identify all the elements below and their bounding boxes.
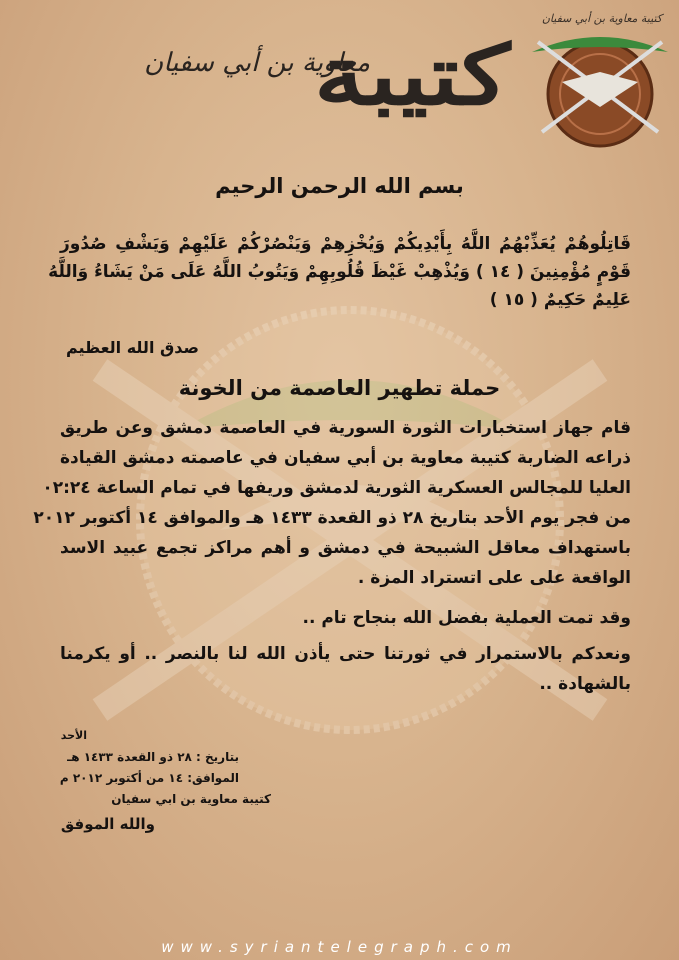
eagle-swords-icon xyxy=(522,12,674,152)
logo-tag: كتيبة معاوية بن أبي سفيان xyxy=(541,12,662,25)
footer-website: www.syriantelegraph.com xyxy=(161,938,518,956)
body-line: قام جهاز استخبارات الثورة السورية في العاصمة دمشق وعن طريق xyxy=(60,418,631,438)
brigade-calligraphy-logo xyxy=(20,10,520,150)
verse-line: عَلِيمٌ حَكِيمٌ ( ١٥ ) xyxy=(489,290,631,310)
signature-date-hijri: بتاريخ : ٢٨ ذو القعدة ١٤٣٣ هـ xyxy=(67,750,239,764)
signature-date-gregorian: الموافق: ١٤ من أكتوبر ٢٠١٢ م xyxy=(59,771,239,785)
verse-line: قَاتِلُوهُمْ يُعَذِّبْهُمُ اللَّهُ بِأَيْدِيكُمْ وَيُخْزِهِمْ وَيَنْصُرْكُمْ عَلَيْهِمْ وَيَشْفِ صُدُورَ xyxy=(60,234,631,254)
body-line: بالشهادة .. xyxy=(539,674,631,694)
basmala: بسم الله الرحمن الرحيم xyxy=(215,174,464,198)
signature-day: الأحد xyxy=(60,729,87,742)
signature-closing: والله الموفق xyxy=(60,815,155,833)
body-line: باستهداف معاقل الشبيحة في دمشق و أهم مراكز تجمع عبيد الاسد xyxy=(60,538,631,558)
body-line: العليا للمجالس العسكرية الثورية لدمشق وريفها في تمام الساعة ٠٢:٢٤ xyxy=(42,478,631,498)
body-line: ونعدكم بالاستمرار في ثورتنا حتى يأذن الله لنا بالنصر .. أو يكرمنا xyxy=(60,644,631,664)
calligraphy-main: كتيبة xyxy=(313,28,510,124)
watermark-emblem xyxy=(33,290,640,770)
sadaqa: صدق الله العظيم xyxy=(65,338,199,357)
body-line: ذراعه الضاربة كتيبة معاوية بن أبي سفيان في عاصمته دمشق القيادة xyxy=(60,448,631,468)
calligraphy-name: معاوية بن أبي سفيان xyxy=(144,48,370,78)
body-line: الواقعة على على اتستراد المزة . xyxy=(357,568,631,588)
signature-brigade: كتيبة معاوية بن ابي سفيان xyxy=(111,792,271,806)
campaign-heading: حملة تطهير العاصمة من الخونة xyxy=(178,376,501,400)
verse-line: قَوْمٍ مُؤْمِنِينَ ( ١٤ ) وَيُذْهِبْ غَيْظَ قُلُوبِهِمْ وَيَتُوبُ اللَّهُ عَلَى مَنْ يَشَاءُ وَاللَّهُ xyxy=(48,262,631,282)
brigade-emblem-logo xyxy=(522,12,674,152)
body-line: وقد تمت العملية بفضل الله بنجاح تام .. xyxy=(302,608,631,628)
body-line: من فجر يوم الأحد بتاريخ ٢٨ ذو القعدة ١٤٣٣ هـ والموافق ١٤ أكتوبر ٢٠١٢ xyxy=(33,508,631,528)
